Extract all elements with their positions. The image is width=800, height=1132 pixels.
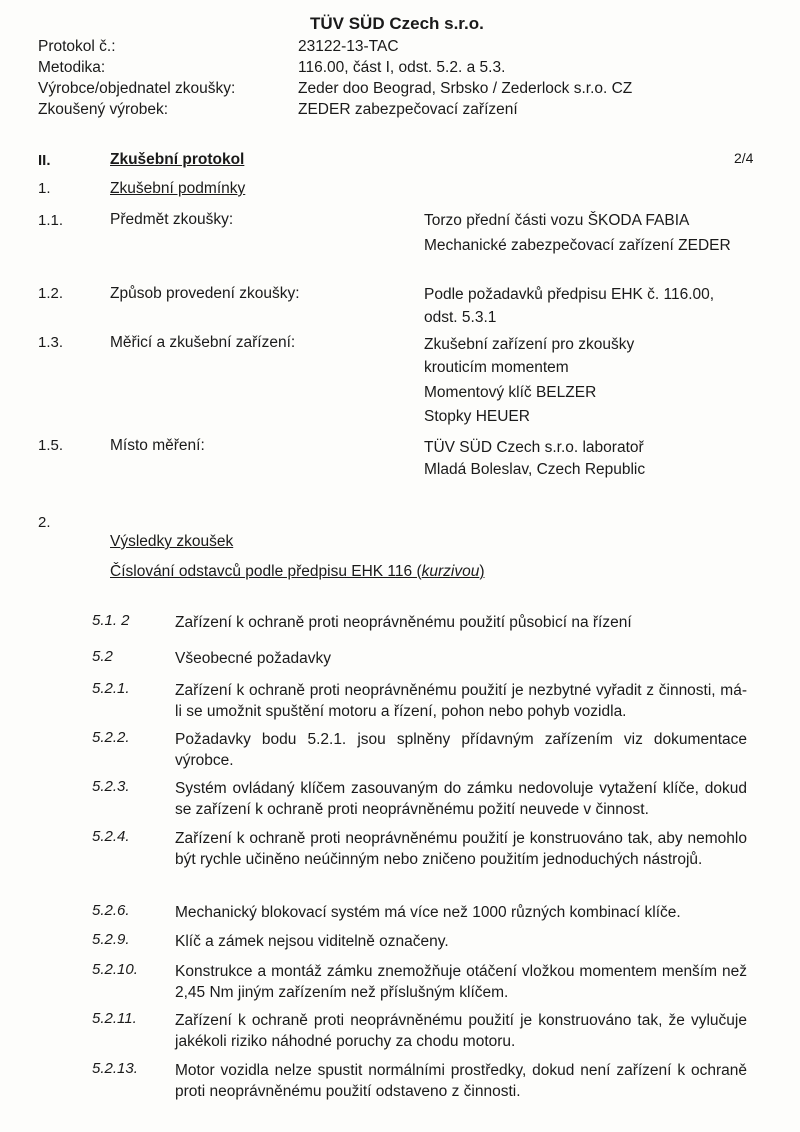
item-value: Zkušební zařízení pro zkoušky krouticím momentem	[424, 336, 635, 376]
results-number: 2.	[38, 514, 51, 531]
clause-text: Motor vozidla nelze spustit normálními prostředky, dokud není zařízení k ochraně proti neoprávněnému použití odstaveno z činnosti.	[175, 1062, 747, 1100]
item-number: 1.3.	[38, 334, 64, 351]
clause-text: Systém ovládaný klíčem zasouvaným do zámku nedovoluje vytažení klíče, dokud se zařízení k ochraně proti neoprávněnému požití neuvede v činnost.	[175, 780, 747, 818]
section-roman-number: II.	[38, 152, 51, 169]
item-value: Torzo přední části vozu ŠKODA FABIA	[424, 212, 690, 229]
clause-number: 5.2.1.	[92, 680, 130, 697]
clause-number: 5.2.3.	[92, 778, 130, 795]
clause-number: 5.2.11.	[92, 1010, 137, 1027]
item-number: 1.1.	[38, 212, 64, 229]
header-label-manufacturer: Výrobce/objednatel zkoušky:	[38, 80, 236, 97]
page-number: 2/4	[734, 150, 754, 166]
subsection-number: 1.	[38, 180, 51, 197]
clause-text: Klíč a zámek nejsou viditelně označeny.	[175, 933, 449, 950]
header-label-protocol: Protokol č.:	[38, 38, 116, 55]
clause-text: Zařízení k ochraně proti neoprávněnému použití je nezbytné vyřadit z činnosti, má-li se umožnit spuštění motoru a řízení, pohon nebo pohyb vozidla.	[175, 682, 747, 720]
clause-number: 5.1. 2	[92, 612, 130, 629]
item-number: 1.5.	[38, 437, 64, 454]
header-value-method: 116.00, část I, odst. 5.2. a 5.3.	[298, 59, 506, 76]
header-value-product: ZEDER zabezpečovací zařízení	[298, 101, 518, 118]
clause-text: Mechanický blokovací systém má více než 1000 různých kombinací klíče.	[175, 904, 681, 921]
clause-number: 5.2.10.	[92, 961, 138, 978]
item-label: Místo měření:	[110, 437, 205, 454]
header-value-protocol: 23122-13-TAC	[298, 38, 399, 55]
clause-text: Požadavky bodu 5.2.1. jsou splněny přídavným zařízením viz dokumentace výrobce.	[175, 731, 747, 769]
item-value: Mechanické zabezpečovací zařízení ZEDER	[424, 237, 731, 254]
results-title: Výsledky zkoušek	[110, 533, 234, 550]
header-value-manufacturer: Zeder doo Beograd, Srbsko / Zederlock s.r.o. CZ	[298, 80, 633, 97]
item-label: Předmět zkoušky:	[110, 211, 234, 228]
section-title: Zkušební protokol	[110, 151, 245, 168]
clause-number: 5.2.13.	[92, 1060, 138, 1077]
clause-text: Zařízení k ochraně proti neoprávněnému použití působicí na řízení	[175, 614, 632, 631]
item-value: Stopky HEUER	[424, 408, 530, 425]
clause-number: 5.2	[92, 648, 113, 665]
clause-number: 5.2.9.	[92, 931, 130, 948]
item-value: Mladá Boleslav, Czech Republic	[424, 461, 646, 478]
clause-text: Zařízení k ochraně proti neoprávněnému použití je konstruováno tak, že vylučuje jakékoli riziko náhodné poruchy za chodu motoru.	[175, 1012, 747, 1050]
item-value: Podle požadavků předpisu EHK č. 116.00, odst. 5.3.1	[424, 286, 715, 326]
clause-number: 5.2.4.	[92, 828, 130, 845]
results-subtitle: Číslování odstavců podle předpisu EHK 116 (kurzivou)	[110, 563, 485, 580]
subsection-title: Zkušební podmínky	[110, 180, 246, 197]
clause-number: 5.2.2.	[92, 729, 130, 746]
clause-text: Konstrukce a montáž zámku znemožňuje otáčení vložkou momentem menším než 2,45 Nm jiným zařízením než příslušným klíčem.	[175, 963, 747, 1001]
item-value: TÜV SÜD Czech s.r.o. laboratoř	[424, 439, 644, 456]
item-number: 1.2.	[38, 285, 64, 302]
item-value: Momentový klíč BELZER	[424, 384, 597, 401]
item-label: Způsob provedení zkoušky:	[110, 285, 300, 302]
item-label: Měřicí a zkušební zařízení:	[110, 334, 296, 351]
clause-text: Všeobecné požadavky	[175, 650, 331, 667]
company-name: TÜV SÜD Czech s.r.o.	[310, 14, 484, 33]
clause-text: Zařízení k ochraně proti neoprávněnému použití je konstruováno tak, aby nemohlo být rychle učiněno neúčinným nebo zničeno použitím jednoduchých nástrojů.	[175, 830, 747, 868]
header-label-product: Zkoušený výrobek:	[38, 101, 169, 118]
header-label-method: Metodika:	[38, 59, 106, 76]
clause-number: 5.2.6.	[92, 902, 130, 919]
